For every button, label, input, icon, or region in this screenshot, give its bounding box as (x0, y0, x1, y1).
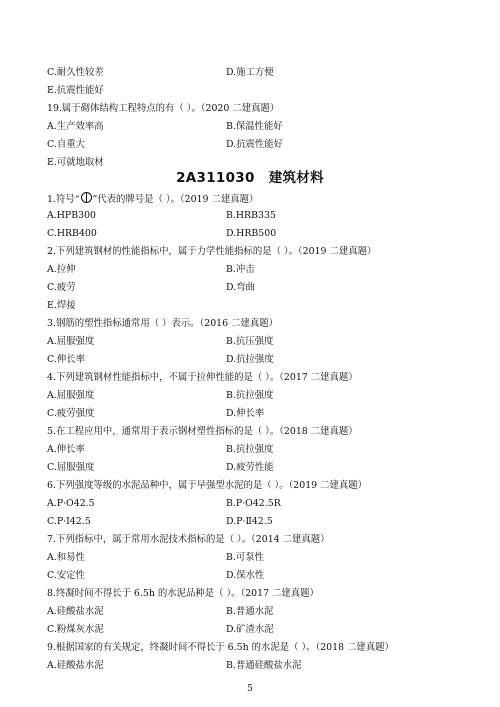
option-d: D.矿渣水泥 (226, 624, 274, 635)
option-b: B.抗拉强度 (226, 444, 274, 455)
option-b: B.普通水泥 (226, 606, 274, 617)
option-a: A.伸长率 (47, 444, 85, 455)
option-b: B.HRB335 (226, 210, 276, 221)
option-b: B.抗拉强度 (226, 390, 274, 401)
option-a: A.屈服强度 (47, 390, 95, 401)
question-9: 9.根据国家的有关规定，终凝时间不得长于 6.5h 的水泥是（ ）。（2018 二建真题） (47, 642, 394, 653)
question-1-prefix: 1.符号“ (47, 194, 80, 205)
option-d: D.抗震性能好 (226, 139, 284, 150)
option-c: C.疲劳强度 (47, 408, 95, 419)
option-e: E.可就地取材 (47, 157, 104, 168)
question-1-suffix: ”代表的牌号是（ ）。（2019 二建真题） (92, 194, 259, 205)
option-b: B.可泵性 (226, 552, 264, 563)
question-19: 19.属于砌体结构工程特点的有（ ）。（2020 二建真题） (47, 103, 280, 114)
question-2: 2.下列建筑钢材的性能指标中，属于力学性能指标的是（ ）。（2019 二建真题） (47, 246, 377, 257)
page-number: 5 (247, 684, 253, 694)
question-3: 3.钢筋的塑性指标通常用（ ）表示。（2016 二建真题） (47, 318, 278, 329)
option-d: D.保水性 (226, 570, 265, 581)
option-a: A.和易性 (47, 552, 85, 563)
option-b: B.保温性能好 (226, 121, 283, 132)
option-b: B.抗压强度 (226, 336, 274, 347)
option-a: A.HPB300 (47, 210, 97, 221)
option-c: C.屈服强度 (47, 462, 95, 473)
option-d: D.施工方便 (226, 67, 274, 78)
option-c: C.伸长率 (47, 354, 85, 365)
option-d: D.弯曲 (226, 282, 255, 293)
section-heading (0, 166, 500, 186)
option-a: A.硅酸盐水泥 (47, 660, 104, 671)
option-b: B.普通硅酸盐水泥 (226, 660, 302, 671)
option-d: D.抗拉强度 (226, 354, 274, 365)
option-c: C.HRB400 (47, 228, 97, 239)
option-c: C.安定性 (47, 570, 85, 581)
option-d: D.疲劳性能 (226, 462, 274, 473)
question-4: 4.下列建筑钢材性能指标中，不属于拉伸性能的是（ ）。（2017 二建真题） (47, 372, 358, 383)
option-a: A.硅酸盐水泥 (47, 606, 104, 617)
option-c: C.粉煤灰水泥 (47, 624, 104, 635)
option-a: A.拉伸 (47, 264, 76, 275)
question-1 (47, 192, 258, 206)
rebar-grade-symbol-icon (81, 192, 92, 203)
question-5: 5.在工程应用中，通常用于表示钢材塑性指标的是（ ）。（2018 二建真题） (47, 426, 358, 437)
option-d: D.P·Ⅱ42.5 (226, 516, 273, 527)
question-6: 6.下列强度等级的水泥品种中，属于早强型水泥的是（ ）。（2019 二建真题） (47, 480, 368, 491)
option-e: E.焊接 (47, 300, 76, 311)
option-c: C.P·I42.5 (47, 516, 91, 527)
option-b: B.冲击 (226, 264, 255, 275)
option-c: C.疲劳 (47, 282, 76, 293)
question-8: 8.终凝时间不得长于 6.5h 的水泥品种是（ ）。（2017 二建真题） (47, 588, 319, 599)
option-c: C.自重大 (47, 139, 85, 150)
option-a: A.生产效率高 (47, 121, 104, 132)
option-c: C.耐久性较差 (47, 67, 104, 78)
option-e: E.抗震性能好 (47, 85, 104, 96)
option-d: D.HRB500 (226, 228, 277, 239)
option-a: A.P·O42.5 (47, 498, 95, 509)
option-d: D.伸长率 (226, 408, 265, 419)
option-a: A.屈服强度 (47, 336, 95, 347)
option-b: B.P·O42.5R (226, 498, 281, 509)
section-code: 2A311030 (176, 170, 255, 186)
section-name: 建筑材料 (268, 170, 324, 186)
question-7: 7.下列指标中，属于常用水泥技术指标的是（ ）。（2014 二建真题） (47, 534, 330, 545)
